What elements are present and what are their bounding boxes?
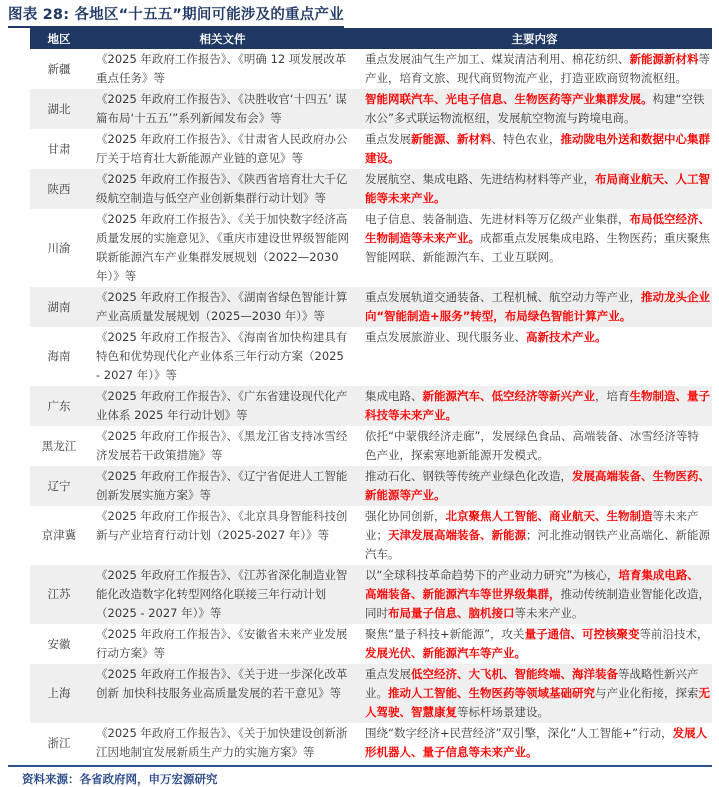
main-content-cell — [357, 427, 712, 465]
main-content-cell — [357, 50, 712, 88]
related-files-cell: 《2025 年政府工作报告》、《关于加快数字经济高质量发展的实施意见》、《重庆市建设世界级智能网联新能源汽车产业集群发展规划（2022—2030 年）》等 — [96, 212, 349, 283]
table-row — [30, 565, 712, 624]
related-files-cell: 《2025 年政府工作报告》、《决胜收官‘十四五’ 谋篇布局‘十五五’”系列新闻发布会》等 — [96, 92, 347, 125]
emphasis-text: 新能源汽车、低空经济等新兴产业 — [422, 389, 595, 403]
region-cell: 甘肃 — [47, 141, 71, 156]
main-content-cell — [357, 90, 712, 128]
region-cell: 海南 — [47, 349, 71, 363]
emphasis-text: 布局商业航天、人工智能等未来产业。 — [365, 172, 710, 205]
body-text: ，培育 — [595, 389, 630, 403]
body-text: 聚焦“量子科技+新能源”，攻关 — [365, 627, 525, 641]
table-row — [30, 169, 712, 209]
region-cell: 安徽 — [47, 636, 71, 651]
region-cell: 广东 — [47, 398, 71, 413]
emphasis-text: 推动陇电外送和数据中心集群建设。 — [365, 132, 710, 165]
body-text: 电子信息、装备制造、先进材料等万亿级产业集群， — [365, 212, 630, 226]
emphasis-text: 布局低空经济、生物制造等未来产业。 — [365, 212, 710, 245]
table-row — [30, 49, 712, 89]
body-text: ；河北推动钢铁产业高端化、新能源汽车。 — [365, 528, 710, 561]
emphasis-text: 培育集成电路、高端装备、新能源汽车等世界级集群， — [365, 568, 699, 601]
region-cell: 上海 — [47, 686, 71, 700]
region-cell: 黑龙江 — [41, 438, 77, 453]
table-row — [30, 664, 712, 723]
related-files-cell: 《2025 年政府工作报告》、《江苏省深化制造业智能化改造数字化转型网络化联接三年行动计划（2025 - 2027 年）》等 — [96, 568, 348, 620]
region-cell: 辽宁 — [47, 478, 71, 493]
emphasis-text: 低空经济、大飞机、智能终端、海洋装备 — [411, 667, 618, 681]
region-cell: 江苏 — [47, 587, 71, 601]
main-content-cell — [357, 170, 712, 208]
main-content-cell — [357, 288, 712, 326]
body-text: 强化协同创新， — [365, 509, 446, 523]
body-text: 等未来产业。 — [514, 606, 584, 620]
main-content-cell — [357, 210, 712, 286]
table-row — [30, 466, 712, 506]
emphasis-text: 智能网联汽车、光电子信息、生物医药等产业集群发展。 — [365, 92, 653, 106]
related-files-cell: 《2025 年政府工作报告》、《关于加快建设创新浙江因地制宜发展新质生产力的实施方案》等 — [96, 726, 348, 759]
emphasis-text: 量子通信、可控核聚变 — [524, 627, 640, 641]
body-text: 重点发展 — [365, 132, 411, 146]
emphasis-text: 推动龙头企业向“智能制造+服务”转型，布局绿色智能计算产业。 — [365, 290, 710, 323]
emphasis-text: 北京聚焦人工智能、商业航天、生物制造 — [445, 509, 653, 523]
related-files-cell: 《2025 年政府工作报告》、《明确 12 项发展改革重点任务》等 — [96, 52, 347, 85]
body-text: 等未来产业； — [365, 509, 699, 542]
table-row — [30, 287, 712, 327]
body-text: 成都重点发展集成电路、生物医药；重庆聚焦智能网联、新能源汽车、工业互联网。 — [365, 231, 710, 264]
industry-table — [30, 28, 712, 763]
region-cell: 川渝 — [47, 240, 71, 255]
main-content-cell — [357, 387, 712, 425]
emphasis-text: 发展光伏、新能源汽车等产业。 — [365, 646, 526, 660]
related-files-cell: 《2025 年政府工作报告》、《关于进一步深化改革创新 加快科技服务业高质量发展的若干意见》等 — [96, 667, 348, 700]
emphasis-text: 高新技术产业。 — [526, 330, 607, 344]
body-text: 构建“空铁水公”多式联运物流枢纽，发展航空物流与跨境电商。 — [365, 92, 705, 125]
emphasis-text: 布局量子信息、脑机接口 — [388, 606, 515, 620]
table-row — [30, 624, 712, 664]
body-text: 重点发展 — [365, 667, 411, 681]
column-header-files: 相关文件 — [199, 31, 246, 46]
main-content-cell — [357, 130, 712, 168]
region-cell: 京津冀 — [41, 528, 77, 542]
body-text: 以“全球科技革命趋势下的产业动力研究”为核心， — [365, 568, 619, 582]
column-header-content: 主要内容 — [511, 31, 558, 46]
source-divider — [8, 765, 712, 767]
body-text: 推动石化、钢铁等传统产业绿色化改造， — [365, 469, 572, 483]
body-text: 等产业，培育文旅、现代商贸物流产业，打造亚欧商贸物流枢纽。 — [365, 52, 710, 85]
emphasis-text: 发展高端装备、生物医药、新能源等产业。 — [365, 469, 710, 502]
table-row — [30, 506, 712, 565]
body-text: 重点发展轨道交通装备、工程机械、航空动力等产业， — [365, 290, 641, 304]
body-text: 推动传统制造业智能化改造，同时 — [365, 587, 710, 620]
body-text: 、特色农业， — [491, 132, 561, 146]
main-content-cell — [357, 566, 712, 623]
body-text: 与产业化衔接，探索 — [595, 686, 699, 700]
source-note: 资料来源：各省政府网，申万宏源研究 — [22, 772, 218, 786]
related-files-cell: 《2025 年政府工作报告》、《辽宁省促进人工智能创新发展实施方案》等 — [96, 469, 348, 502]
body-text: 等标杆场景建设。 — [457, 705, 549, 719]
related-files-cell: 《2025 年政府工作报告》、《北京具身智能科技创新与产业培育行动计划（2025-2027 年）》等 — [96, 509, 348, 542]
table-header-row — [30, 28, 712, 49]
body-text: 发展航空、集成电路、先进结构材料等产业， — [365, 172, 595, 186]
table-row — [30, 209, 712, 287]
region-cell: 新疆 — [47, 61, 71, 76]
body-text: 等前沿技术， — [639, 627, 709, 641]
emphasis-text: 生物制造、量子科技等未来产业。 — [365, 389, 710, 422]
main-content-cell — [357, 467, 712, 505]
table-row — [30, 386, 712, 426]
related-files-cell: 《2025 年政府工作报告》、《安徽省未来产业发展行动方案》等 — [96, 627, 348, 660]
body-text: 等战略性新兴产业。 — [365, 667, 699, 700]
main-content-cell — [357, 328, 712, 385]
emphasis-text: 发展人形机器人、量子信息等未来产业。 — [365, 726, 708, 759]
related-files-cell: 《2025 年政府工作报告》、《湖南省绿色智能计算产业高质量发展规划（2025—2030 年）》等 — [96, 290, 348, 323]
region-cell: 陕西 — [47, 181, 71, 196]
table-row — [30, 426, 712, 466]
table-body — [30, 49, 712, 763]
emphasis-text: 推动人工智能、生物医药等领域基础研究 — [388, 686, 595, 700]
region-cell: 浙江 — [47, 735, 71, 750]
emphasis-text: 新能源新材料 — [629, 52, 699, 66]
main-content-cell — [357, 665, 712, 722]
region-cell: 湖北 — [47, 101, 71, 116]
body-text: 重点发展油气生产加工、煤炭清洁利用、棉花纺织、 — [365, 52, 630, 66]
main-content-cell — [357, 724, 712, 762]
figure-title: 图表 28: 各地区“十五五”期间可能涉及的重点产业 — [8, 3, 344, 28]
table-row — [30, 129, 712, 169]
region-cell: 湖南 — [47, 299, 71, 314]
table-row — [30, 723, 712, 763]
related-files-cell: 《2025 年政府工作报告》、《广东省建设现代化产业体系 2025 年行动计划》等 — [96, 389, 348, 422]
related-files-cell: 《2025 年政府工作报告》、《陕西省培育壮大千亿级航空制造与低空产业创新集群行动计划》等 — [96, 172, 348, 205]
emphasis-text: 天津发展高端装备、新能源 — [388, 528, 526, 542]
table-row — [30, 327, 712, 386]
related-files-cell: 《2025 年政府工作报告》、《海南省加快构建具有特色和优势现代化产业体系三年行动方案（2025 - 2027 年）》等 — [96, 330, 348, 382]
column-header-region: 地区 — [47, 31, 71, 46]
body-text: 依托“中蒙俄经济走廊”，发展绿色食品、高端装备、冰雪经济等特色产业，探索寒地新能源开发模式。 — [365, 429, 699, 462]
related-files-cell: 《2025 年政府工作报告》、《甘肃省人民政府办公厅关于培育壮大新能源产业链的意见》等 — [96, 132, 348, 165]
emphasis-text: 新能源、新材料 — [411, 132, 492, 146]
body-text: 集成电路、 — [365, 389, 423, 403]
body-text: 围绕“数字经济+民营经济”双引擎，深化“人工智能+”行动， — [365, 726, 673, 740]
main-content-cell — [357, 507, 712, 564]
related-files-cell: 《2025 年政府工作报告》、《黑龙江省支持冰雪经济发展若干政策措施》等 — [96, 429, 348, 462]
body-text: 重点发展旅游业、现代服务业、 — [365, 330, 526, 344]
table-row — [30, 89, 712, 129]
emphasis-text: 无人驾驶、智慧康复 — [365, 686, 710, 719]
main-content-cell — [357, 625, 712, 663]
